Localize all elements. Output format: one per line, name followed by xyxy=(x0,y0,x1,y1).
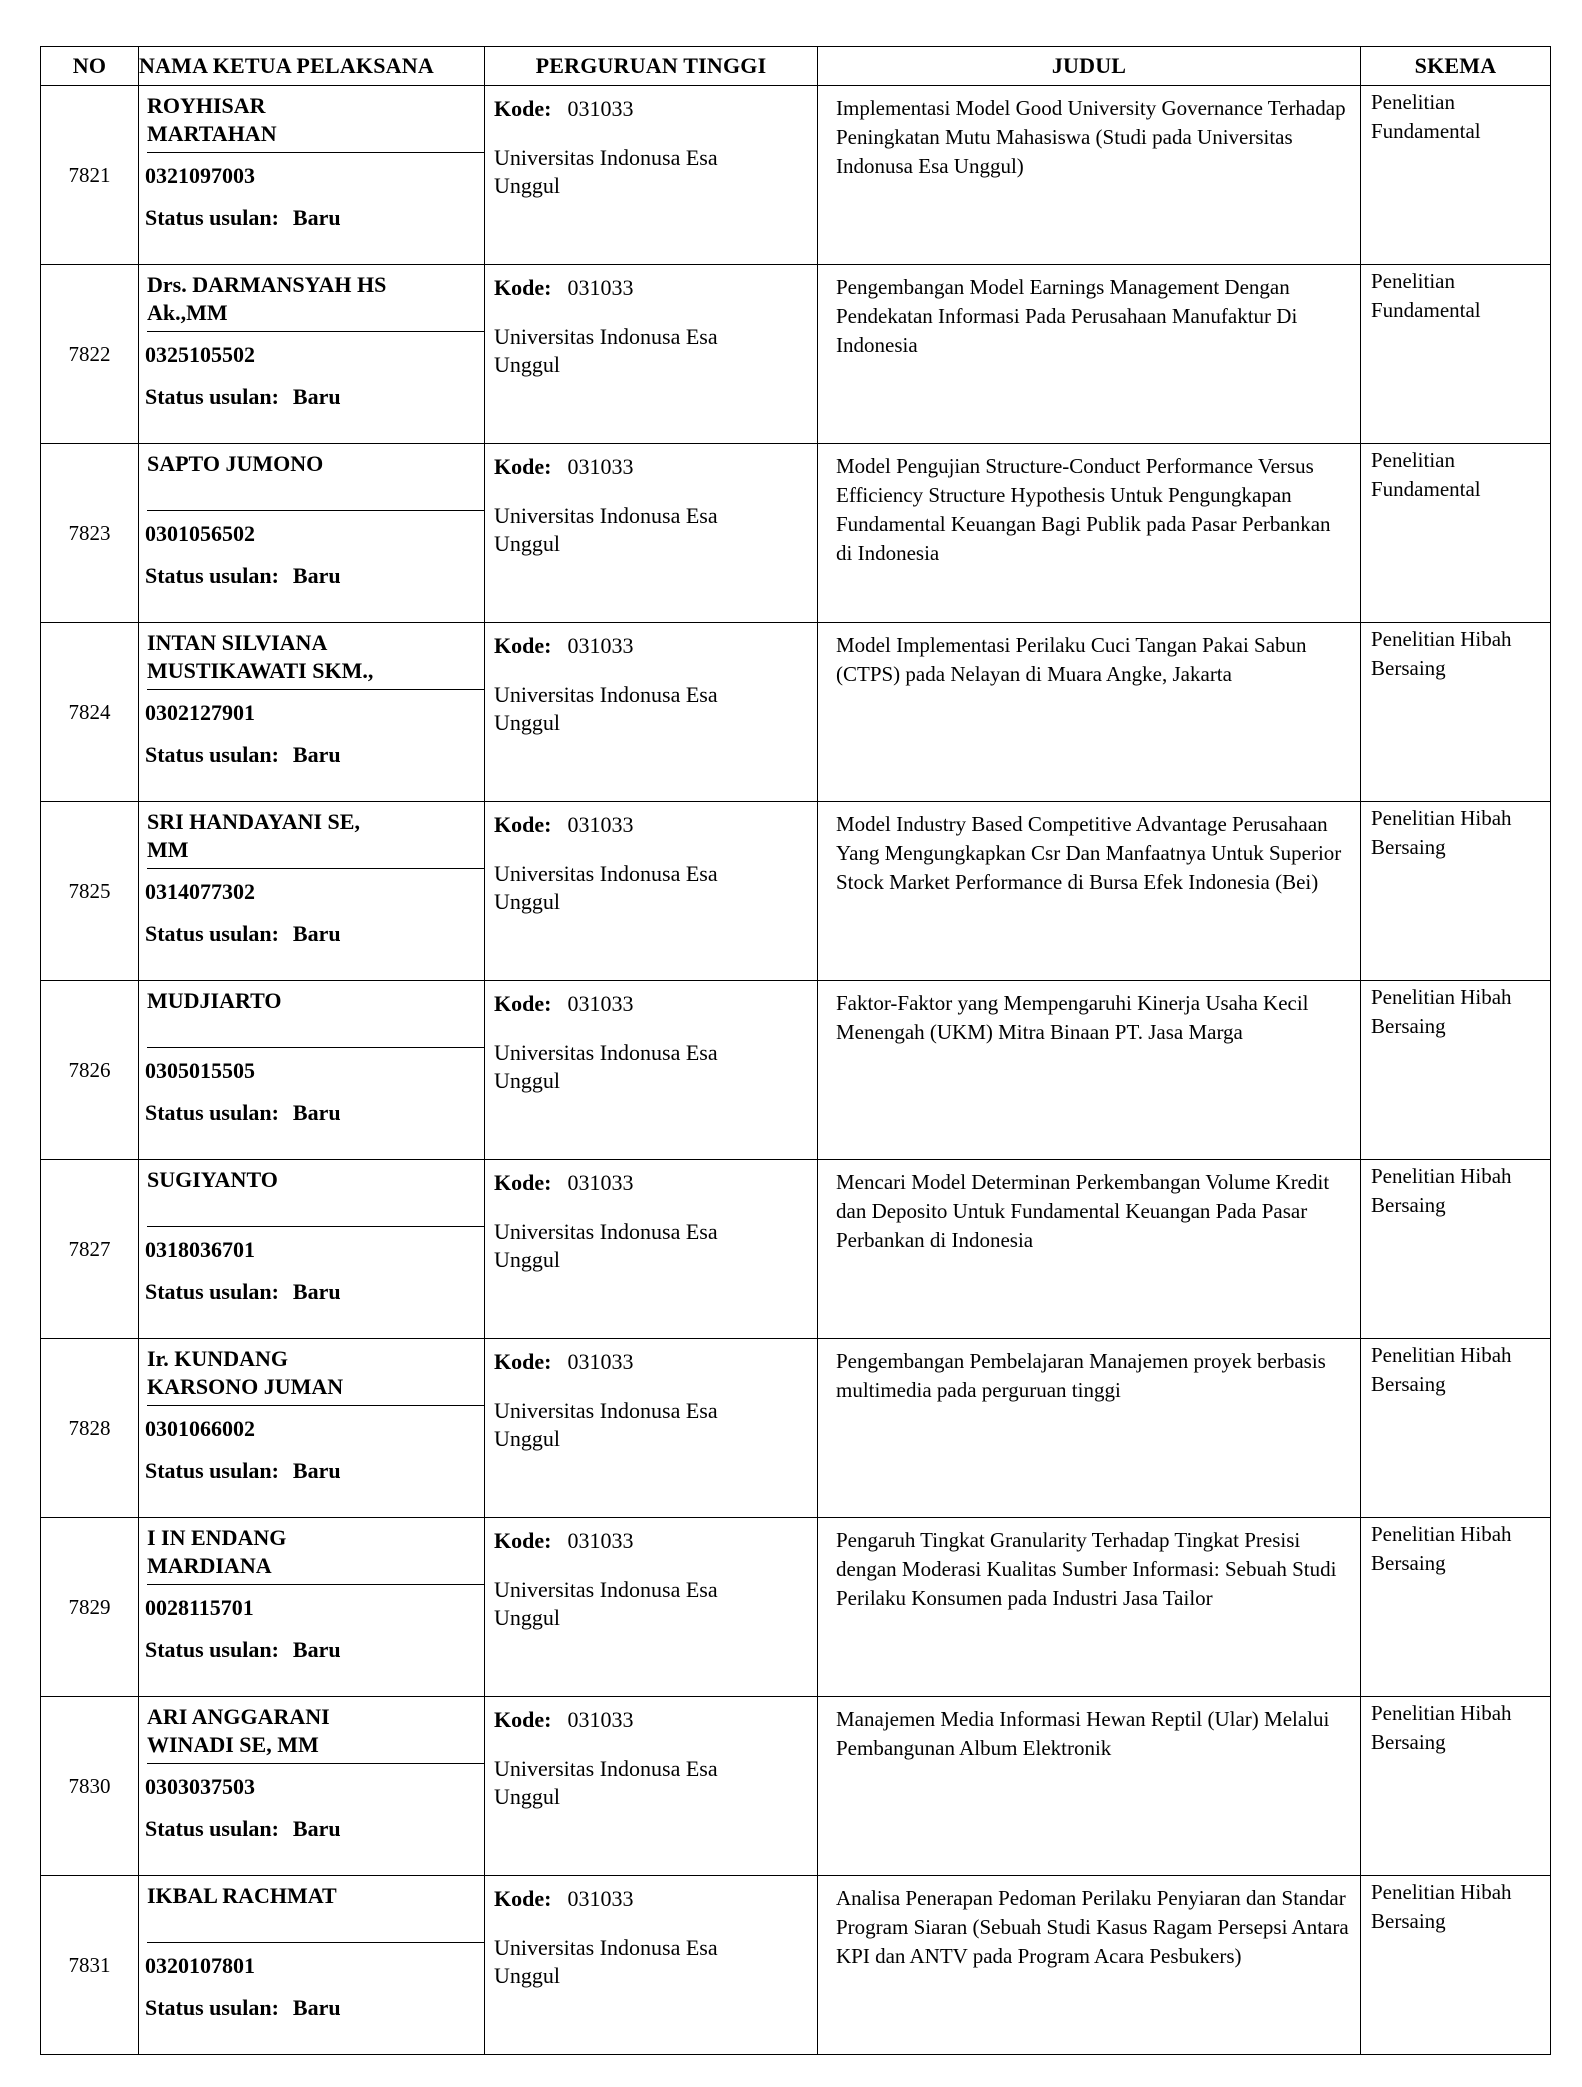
judul-text: Model Industry Based Competitive Advantage Perusahaan Yang Mengungkapkan Csr Dan Manfaatnya Untuk Superior Stock Market Performance di Bursa Efek Indonesia (Bei) xyxy=(836,812,1342,894)
university-name: Universitas Indonusa Esa Unggul xyxy=(494,503,718,556)
skema-text: Penelitian Hibah Bersaing xyxy=(1371,627,1512,680)
perguruan-tinggi-cell xyxy=(485,1876,818,2055)
row-number: 7825 xyxy=(41,802,139,981)
kode-label: Kode: xyxy=(494,275,552,300)
header-no: NO xyxy=(41,47,139,86)
kode-label: Kode: xyxy=(494,633,552,658)
status-value: Baru xyxy=(292,1279,341,1304)
skema-text: Penelitian Hibah Bersaing xyxy=(1371,1343,1512,1396)
judul-cell xyxy=(818,1160,1361,1339)
kode-label: Kode: xyxy=(494,1349,552,1374)
row-number: 7830 xyxy=(41,1697,139,1876)
header-nama-ketua: NAMA KETUA PELAKSANA xyxy=(139,47,485,86)
kode-label: Kode: xyxy=(494,1707,552,1732)
table-row xyxy=(41,981,1551,1160)
judul-text: Pengaruh Tingkat Granularity Terhadap Tingkat Presisi dengan Moderasi Kualitas Sumber Informasi: Sebuah Studi Perilaku Konsumen pada Industri Jasa Tailor xyxy=(836,1528,1337,1610)
skema-cell xyxy=(1361,802,1551,981)
nidn-number: 0301066002 xyxy=(145,1416,255,1441)
status-value: Baru xyxy=(292,1458,341,1483)
judul-text: Pengembangan Model Earnings Management Dengan Pendekatan Informasi Pada Perusahaan Manufaktur Di Indonesia xyxy=(836,275,1298,357)
perguruan-tinggi-cell xyxy=(485,1697,818,1876)
status-usulan xyxy=(145,921,484,947)
table-row xyxy=(41,623,1551,802)
table-header-row xyxy=(41,47,1551,86)
nama-cell xyxy=(139,1697,485,1876)
status-label: Status usulan: xyxy=(145,1279,279,1304)
university-name: Universitas Indonusa Esa Unggul xyxy=(494,1398,718,1451)
nama-cell xyxy=(139,1339,485,1518)
status-value: Baru xyxy=(292,1995,341,2020)
kode-line xyxy=(494,96,817,122)
kode-label: Kode: xyxy=(494,1886,552,1911)
skema-text: Penelitian Hibah Bersaing xyxy=(1371,1701,1512,1754)
status-value: Baru xyxy=(292,742,341,767)
ketua-name: SUGIYANTO xyxy=(147,1167,278,1192)
university-name: Universitas Indonusa Esa Unggul xyxy=(494,1756,718,1809)
nama-cell xyxy=(139,1518,485,1697)
skema-cell xyxy=(1361,1339,1551,1518)
status-value: Baru xyxy=(292,1816,341,1841)
skema-text: Penelitian Hibah Bersaing xyxy=(1371,985,1512,1038)
skema-cell xyxy=(1361,265,1551,444)
ketua-name: MUDJIARTO xyxy=(147,988,282,1013)
kode-label: Kode: xyxy=(494,991,552,1016)
kode-value: 031033 xyxy=(567,1170,634,1195)
table-row xyxy=(41,1518,1551,1697)
nama-cell xyxy=(139,981,485,1160)
nama-cell xyxy=(139,802,485,981)
kode-value: 031033 xyxy=(567,991,634,1016)
nidn-number: 0314077302 xyxy=(145,879,255,904)
perguruan-tinggi-cell xyxy=(485,86,818,265)
kode-label: Kode: xyxy=(494,1170,552,1195)
research-proposal-table xyxy=(40,46,1551,2055)
status-usulan xyxy=(145,384,484,410)
kode-label: Kode: xyxy=(494,96,552,121)
table-row xyxy=(41,86,1551,265)
nama-cell xyxy=(139,86,485,265)
kode-value: 031033 xyxy=(567,96,634,121)
nidn-number: 0028115701 xyxy=(145,1595,254,1620)
judul-cell xyxy=(818,444,1361,623)
table-row xyxy=(41,1876,1551,2055)
status-label: Status usulan: xyxy=(145,563,279,588)
status-value: Baru xyxy=(292,1100,341,1125)
judul-text: Implementasi Model Good University Governance Terhadap Peningkatan Mutu Mahasiswa (Studi pada Universitas Indonusa Esa Unggul) xyxy=(836,96,1346,178)
status-label: Status usulan: xyxy=(145,205,279,230)
perguruan-tinggi-cell xyxy=(485,623,818,802)
judul-cell xyxy=(818,86,1361,265)
ketua-name: Ir. KUNDANG KARSONO JUMAN xyxy=(147,1346,344,1399)
row-number: 7824 xyxy=(41,623,139,802)
table-row xyxy=(41,444,1551,623)
ketua-name: IKBAL RACHMAT xyxy=(147,1883,337,1908)
table-row xyxy=(41,1697,1551,1876)
status-usulan xyxy=(145,1279,484,1305)
row-number: 7823 xyxy=(41,444,139,623)
university-name: Universitas Indonusa Esa Unggul xyxy=(494,1935,718,1988)
row-number: 7821 xyxy=(41,86,139,265)
row-number: 7829 xyxy=(41,1518,139,1697)
nama-cell xyxy=(139,265,485,444)
ketua-name: ARI ANGGARANI WINADI SE, MM xyxy=(147,1704,330,1757)
university-name: Universitas Indonusa Esa Unggul xyxy=(494,1219,718,1272)
skema-text: Penelitian Hibah Bersaing xyxy=(1371,1164,1512,1217)
perguruan-tinggi-cell xyxy=(485,802,818,981)
judul-text: Manajemen Media Informasi Hewan Reptil (Ular) Melalui Pembangunan Album Elektronik xyxy=(836,1707,1330,1760)
kode-line xyxy=(494,275,817,301)
skema-text: Penelitian Hibah Bersaing xyxy=(1371,1880,1512,1933)
university-name: Universitas Indonusa Esa Unggul xyxy=(494,324,718,377)
perguruan-tinggi-cell xyxy=(485,265,818,444)
status-label: Status usulan: xyxy=(145,921,279,946)
skema-cell xyxy=(1361,1876,1551,2055)
ketua-name: SRI HANDAYANI SE, MM xyxy=(147,809,360,862)
nidn-number: 0303037503 xyxy=(145,1774,255,1799)
kode-line xyxy=(494,633,817,659)
status-label: Status usulan: xyxy=(145,1816,279,1841)
skema-cell xyxy=(1361,1697,1551,1876)
university-name: Universitas Indonusa Esa Unggul xyxy=(494,1577,718,1630)
kode-line xyxy=(494,454,817,480)
row-number: 7822 xyxy=(41,265,139,444)
status-label: Status usulan: xyxy=(145,1637,279,1662)
ketua-name: INTAN SILVIANA MUSTIKAWATI SKM., xyxy=(147,630,374,683)
ketua-name: Drs. DARMANSYAH HS Ak.,MM xyxy=(147,272,387,325)
judul-cell xyxy=(818,981,1361,1160)
skema-text: Penelitian Fundamental xyxy=(1371,269,1481,322)
header-skema: SKEMA xyxy=(1361,47,1551,86)
judul-text: Mencari Model Determinan Perkembangan Volume Kredit dan Deposito Untuk Fundamental Keuangan Pada Pasar Perbankan di Indonesia xyxy=(836,1170,1330,1252)
university-name: Universitas Indonusa Esa Unggul xyxy=(494,145,718,198)
university-name: Universitas Indonusa Esa Unggul xyxy=(494,861,718,914)
kode-value: 031033 xyxy=(567,633,634,658)
nama-cell xyxy=(139,1876,485,2055)
perguruan-tinggi-cell xyxy=(485,1160,818,1339)
kode-value: 031033 xyxy=(567,1528,634,1553)
judul-cell xyxy=(818,802,1361,981)
judul-cell xyxy=(818,1518,1361,1697)
status-label: Status usulan: xyxy=(145,742,279,767)
status-usulan xyxy=(145,1637,484,1663)
judul-text: Faktor-Faktor yang Mempengaruhi Kinerja Usaha Kecil Menengah (UKM) Mitra Binaan PT. Jasa Marga xyxy=(836,991,1309,1044)
status-value: Baru xyxy=(292,205,341,230)
kode-value: 031033 xyxy=(567,275,634,300)
skema-cell xyxy=(1361,86,1551,265)
status-label: Status usulan: xyxy=(145,1458,279,1483)
university-name: Universitas Indonusa Esa Unggul xyxy=(494,682,718,735)
table-body xyxy=(41,86,1551,2055)
status-label: Status usulan: xyxy=(145,1995,279,2020)
kode-line xyxy=(494,1528,817,1554)
nidn-number: 0302127901 xyxy=(145,700,255,725)
status-usulan xyxy=(145,1995,484,2021)
table-row xyxy=(41,802,1551,981)
judul-cell xyxy=(818,1339,1361,1518)
row-number: 7826 xyxy=(41,981,139,1160)
kode-value: 031033 xyxy=(567,1349,634,1374)
status-usulan xyxy=(145,1458,484,1484)
status-usulan xyxy=(145,742,484,768)
status-value: Baru xyxy=(292,921,341,946)
judul-text: Pengembangan Pembelajaran Manajemen proyek berbasis multimedia pada perguruan tinggi xyxy=(836,1349,1326,1402)
kode-value: 031033 xyxy=(567,812,634,837)
header-perguruan-tinggi: PERGURUAN TINGGI xyxy=(485,47,818,86)
skema-cell xyxy=(1361,1160,1551,1339)
kode-value: 031033 xyxy=(567,454,634,479)
status-usulan xyxy=(145,563,484,589)
nidn-number: 0325105502 xyxy=(145,342,255,367)
skema-text: Penelitian Fundamental xyxy=(1371,90,1481,143)
nidn-number: 0320107801 xyxy=(145,1953,255,1978)
perguruan-tinggi-cell xyxy=(485,1339,818,1518)
skema-text: Penelitian Hibah Bersaing xyxy=(1371,806,1512,859)
skema-cell xyxy=(1361,623,1551,802)
kode-line xyxy=(494,991,817,1017)
university-name: Universitas Indonusa Esa Unggul xyxy=(494,1040,718,1093)
kode-line xyxy=(494,1170,817,1196)
nidn-number: 0321097003 xyxy=(145,163,255,188)
nama-cell xyxy=(139,623,485,802)
status-value: Baru xyxy=(292,384,341,409)
row-number: 7828 xyxy=(41,1339,139,1518)
status-label: Status usulan: xyxy=(145,384,279,409)
nidn-number: 0305015505 xyxy=(145,1058,255,1083)
nidn-number: 0318036701 xyxy=(145,1237,255,1262)
kode-value: 031033 xyxy=(567,1707,634,1732)
kode-label: Kode: xyxy=(494,454,552,479)
nama-cell xyxy=(139,1160,485,1339)
nama-cell xyxy=(139,444,485,623)
skema-cell xyxy=(1361,444,1551,623)
nidn-number: 0301056502 xyxy=(145,521,255,546)
judul-cell xyxy=(818,1697,1361,1876)
judul-cell xyxy=(818,265,1361,444)
row-number: 7827 xyxy=(41,1160,139,1339)
table-row xyxy=(41,1160,1551,1339)
ketua-name: ROYHISAR MARTAHAN xyxy=(147,93,277,146)
judul-cell xyxy=(818,1876,1361,2055)
status-usulan xyxy=(145,1100,484,1126)
status-value: Baru xyxy=(292,563,341,588)
judul-text: Model Implementasi Perilaku Cuci Tangan Pakai Sabun (CTPS) pada Nelayan di Muara Angke, Jakarta xyxy=(836,633,1307,686)
skema-text: Penelitian Fundamental xyxy=(1371,448,1481,501)
ketua-name: SAPTO JUMONO xyxy=(147,451,324,476)
skema-cell xyxy=(1361,1518,1551,1697)
status-usulan xyxy=(145,205,484,231)
header-judul: JUDUL xyxy=(818,47,1361,86)
perguruan-tinggi-cell xyxy=(485,444,818,623)
judul-text: Model Pengujian Structure-Conduct Performance Versus Efficiency Structure Hypothesis Untuk Pengungkapan Fundamental Keuangan Bagi Publik pada Pasar Perbankan di Indonesia xyxy=(836,454,1331,565)
skema-text: Penelitian Hibah Bersaing xyxy=(1371,1522,1512,1575)
kode-line xyxy=(494,1886,817,1912)
kode-line xyxy=(494,812,817,838)
status-usulan xyxy=(145,1816,484,1842)
kode-line xyxy=(494,1707,817,1733)
skema-cell xyxy=(1361,981,1551,1160)
table-row xyxy=(41,265,1551,444)
ketua-name: I IN ENDANG MARDIANA xyxy=(147,1525,287,1578)
perguruan-tinggi-cell xyxy=(485,1518,818,1697)
kode-label: Kode: xyxy=(494,812,552,837)
row-number: 7831 xyxy=(41,1876,139,2055)
kode-value: 031033 xyxy=(567,1886,634,1911)
judul-text: Analisa Penerapan Pedoman Perilaku Penyiaran dan Standar Program Siaran (Sebuah Studi Kasus Ragam Persepsi Antara KPI dan ANTV pada Program Acara Pesbukers) xyxy=(836,1886,1349,1968)
kode-line xyxy=(494,1349,817,1375)
status-label: Status usulan: xyxy=(145,1100,279,1125)
table-row xyxy=(41,1339,1551,1518)
status-value: Baru xyxy=(292,1637,341,1662)
judul-cell xyxy=(818,623,1361,802)
kode-label: Kode: xyxy=(494,1528,552,1553)
perguruan-tinggi-cell xyxy=(485,981,818,1160)
